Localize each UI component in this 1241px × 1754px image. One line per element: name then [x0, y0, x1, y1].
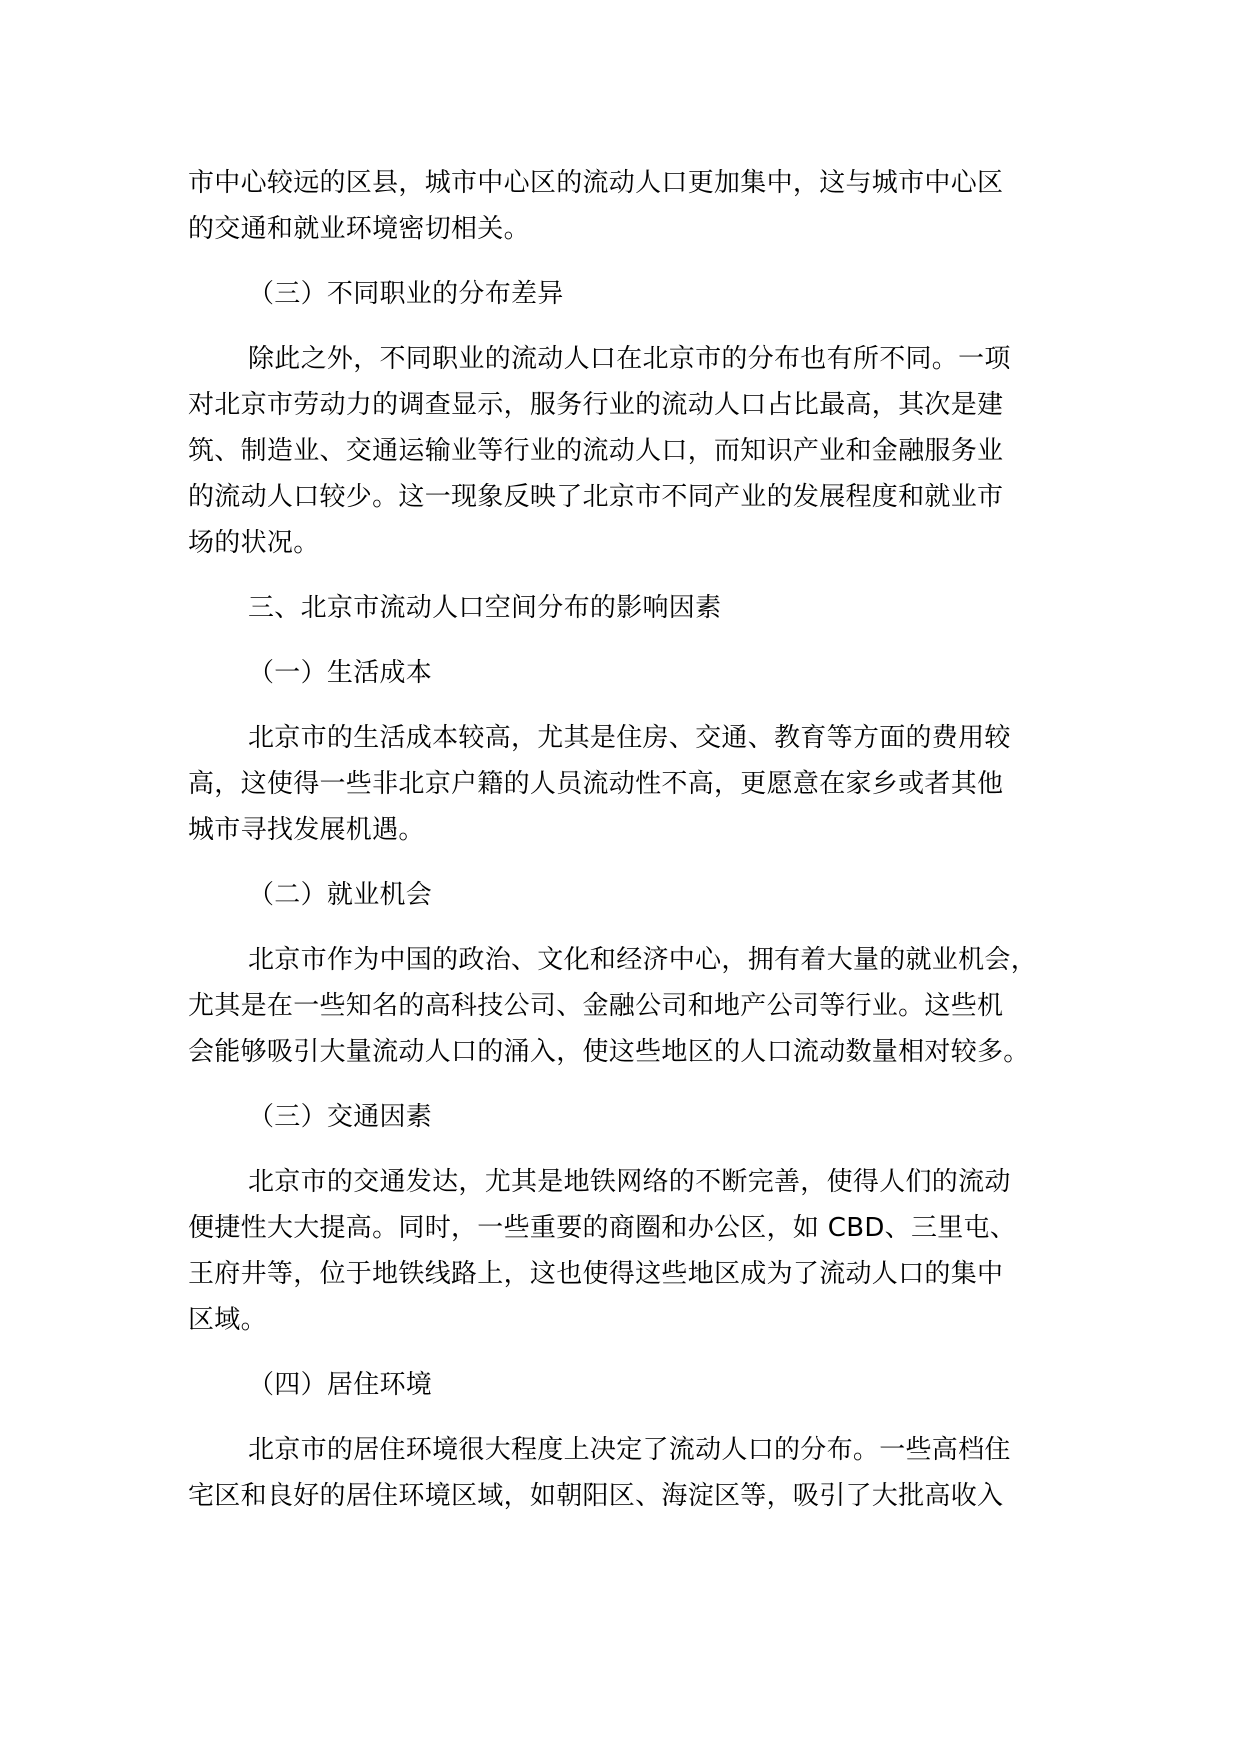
paragraph-employment	[188, 937, 1088, 1075]
text-line: 城市寻找发展机遇。	[188, 815, 425, 845]
text-line: 除此之外，不同职业的流动人口在北京市的分布也有所不同。一项	[248, 344, 1011, 374]
text-line: 北京市作为中国的政治、文化和经济中心，拥有着大量的就业机会，	[248, 945, 1038, 975]
subsection-heading-employment	[188, 872, 1088, 918]
text-line: 区域。	[188, 1305, 267, 1335]
text-line: 高，这使得一些非北京户籍的人员流动性不高，更愿意在家乡或者其他	[188, 769, 1004, 799]
heading-text: （一）生活成本	[248, 658, 433, 688]
text-line: 场的状况。	[188, 528, 320, 558]
text-line: 北京市的交通发达，尤其是地铁网络的不断完善，使得人们的流动	[248, 1167, 1011, 1197]
paragraph-living-environment	[188, 1427, 1088, 1519]
text-line: 王府井等，位于地铁线路上，这也使得这些地区成为了流动人口的集中	[188, 1259, 1004, 1289]
section-heading-factors	[188, 585, 1088, 631]
text-line: 的流动人口较少。这一现象反映了北京市不同产业的发展程度和就业市	[188, 482, 1004, 512]
heading-text: 三、北京市流动人口空间分布的影响因素	[248, 593, 722, 623]
text-line: 对北京市劳动力的调查显示，服务行业的流动人口占比最高，其次是建	[188, 390, 1004, 420]
heading-text: （二）就业机会	[248, 880, 433, 910]
paragraph-occupation	[188, 336, 1088, 566]
paragraph-continued	[188, 160, 1088, 252]
subsection-heading-living-cost	[188, 650, 1088, 696]
heading-text: （三）不同职业的分布差异	[248, 279, 564, 309]
heading-text: （四）居住环境	[248, 1370, 433, 1400]
text-line: 北京市的居住环境很大程度上决定了流动人口的分布。一些高档住	[248, 1435, 1011, 1465]
paragraph-transport	[188, 1159, 1088, 1343]
text-line: 会能够吸引大量流动人口的涌入，使这些地区的人口流动数量相对较多。	[188, 1037, 1030, 1067]
paragraph-living-cost	[188, 715, 1088, 853]
text-line: 便捷性大大提高。同时，一些重要的商圈和办公区，如 CBD、三里屯、	[188, 1213, 1017, 1243]
text-line: 宅区和良好的居住环境区域，如朝阳区、海淀区等，吸引了大批高收入	[188, 1481, 1004, 1511]
text-line: 筑、制造业、交通运输业等行业的流动人口，而知识产业和金融服务业	[188, 436, 1004, 466]
text-line: 北京市的生活成本较高，尤其是住房、交通、教育等方面的费用较	[248, 723, 1011, 753]
subsection-heading-transport	[188, 1094, 1088, 1140]
text-line: 尤其是在一些知名的高科技公司、金融公司和地产公司等行业。这些机	[188, 991, 1004, 1021]
subsection-heading-living-environment	[188, 1362, 1088, 1408]
text-line: 的交通和就业环境密切相关。	[188, 214, 530, 244]
heading-text: （三）交通因素	[248, 1102, 433, 1132]
section-heading-occupation	[188, 271, 1088, 317]
text-line: 市中心较远的区县，城市中心区的流动人口更加集中，这与城市中心区	[188, 168, 1004, 198]
